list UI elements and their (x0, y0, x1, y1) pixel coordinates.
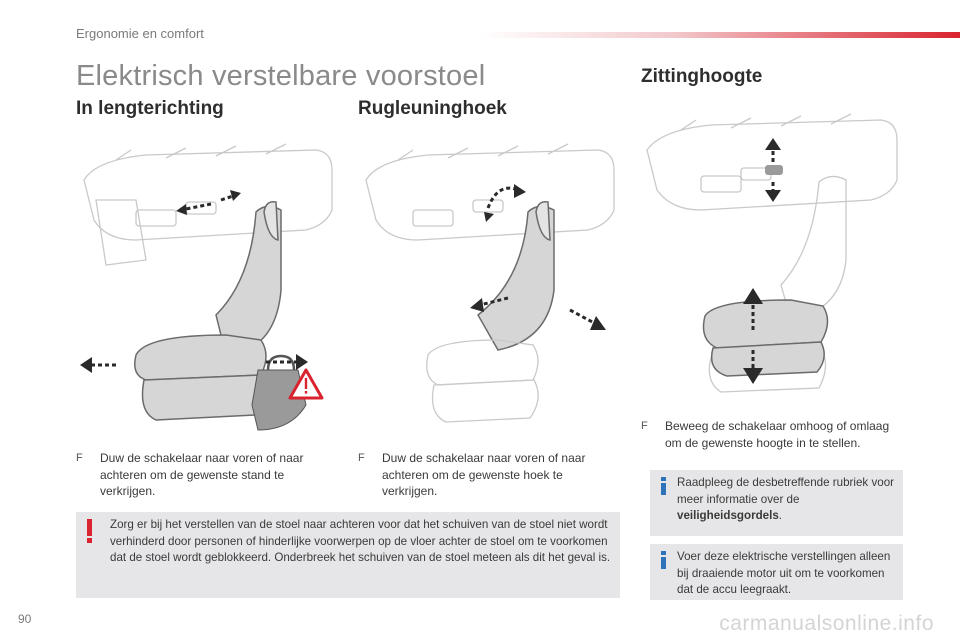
info-box-seatbelts (650, 470, 903, 536)
bullet-height (641, 418, 903, 454)
warning-box (76, 512, 620, 598)
header-section-label: Ergonomie en comfort (76, 26, 204, 41)
bullet-backrest (358, 450, 618, 502)
header-accent-bar (480, 32, 960, 38)
info-icon (658, 476, 670, 496)
bullet-marker-icon: F (358, 452, 365, 464)
section-title-backrest: Rugleuninghoek (358, 98, 507, 119)
section-title-length: In lengterichting (76, 98, 224, 119)
seat-length-illustration (76, 140, 338, 440)
bullet-height-text: Beweeg de schakelaar omhoog of omlaag om de gewenste hoogte in te stellen. (665, 419, 890, 450)
seat-illustration (76, 140, 338, 440)
info-text-seatbelts: Raadpleeg de desbetreffende rubriek voor meer informatie over de veiligheidsgordels. (677, 476, 894, 522)
watermark: carmanualsonline.info (719, 612, 934, 635)
bullet-backrest-text: Duw de schakelaar naar voren of naar achteren om de gewenste hoek te verkrijgen. (382, 451, 586, 498)
bullet-length-text: Duw de schakelaar naar voren of naar achteren om de gewenste stand te verkrijgen. (100, 451, 304, 498)
info-text-engine: Voer deze elektrische verstellingen alleen bij draaiende motor uit om te voorkomen dat de accu leegraakt. (677, 550, 891, 596)
page-title: Elektrisch verstelbare voorstoel (76, 60, 486, 92)
seat-backrest-illustration (358, 140, 620, 440)
bullet-marker-icon: F (76, 452, 83, 464)
bullet-marker-icon: F (641, 420, 648, 432)
bullet-length (76, 450, 336, 502)
seat-illustration (641, 110, 903, 410)
seat-height-illustration (641, 110, 903, 410)
info-icon (658, 550, 670, 570)
page-number: 90 (18, 612, 32, 626)
seatbelts-link-text: veiligheidsgordels (677, 509, 779, 522)
seat-illustration (358, 140, 620, 440)
warning-text: Zorg er bij het verstellen van de stoel naar achteren voor dat het schuiven van de stoel niet wordt verhinderd door personen of hinderlijke voorwerpen op de vloer achter de stoel om te voorkomen dat de stoel wordt geblokkeerd. Onderbreek het schuiven van de stoel meteen als dit het geval is. (110, 518, 611, 564)
section-title-height: Zittinghoogte (641, 66, 763, 87)
warning-exclamation-icon (84, 518, 96, 544)
info-box-engine (650, 544, 903, 600)
